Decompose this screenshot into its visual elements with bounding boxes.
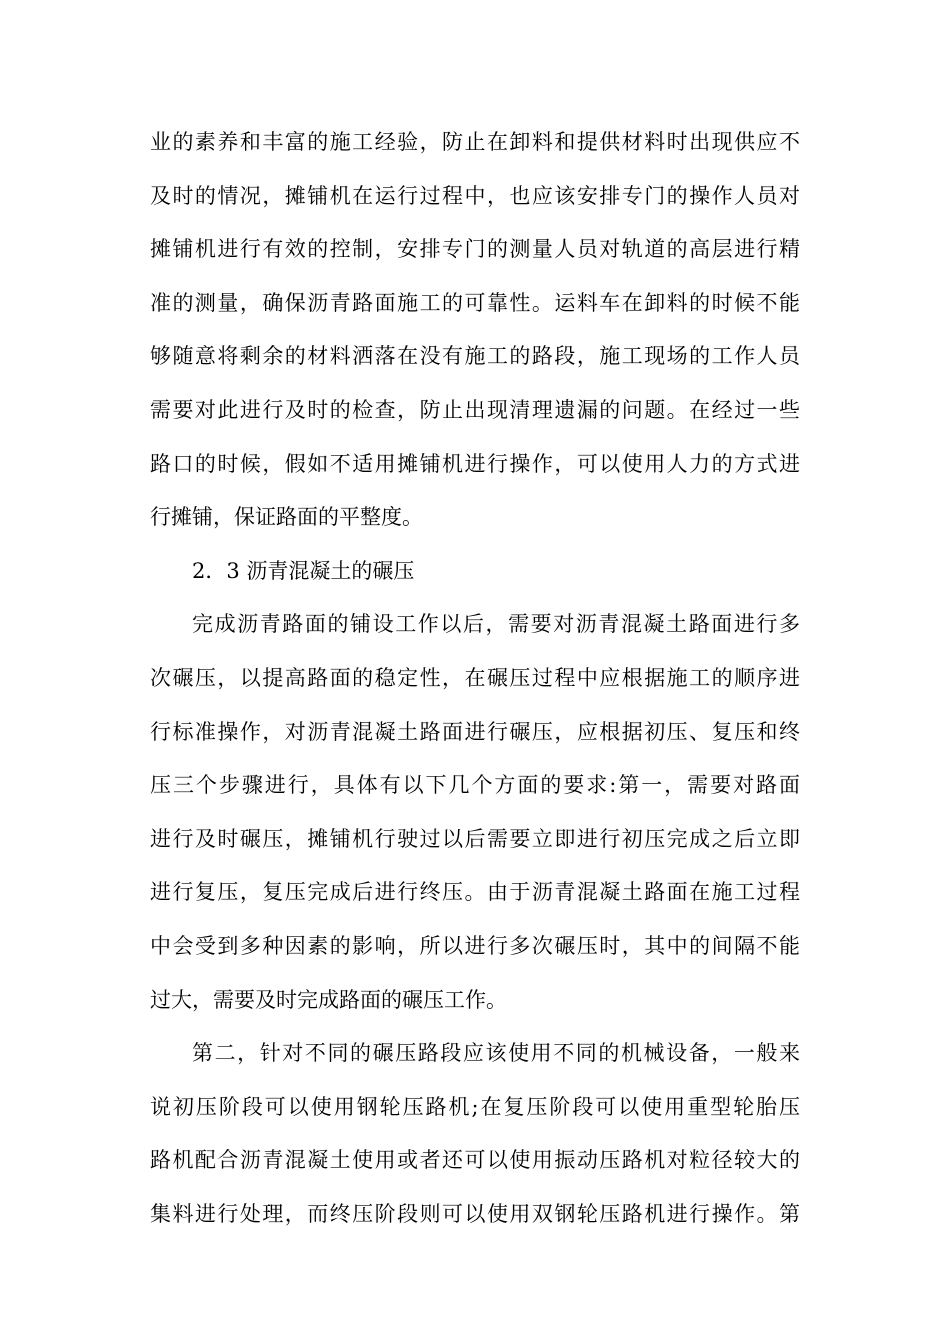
section-heading: 2．3 沥青混凝土的碾压 <box>192 558 415 583</box>
text-line: 中会受到多种因素的影响，所以进行多次碾压时，其中的间隔不能 <box>150 933 800 958</box>
text-line: 路口的时候，假如不适用摊铺机进行操作，可以使用人力的方式进 <box>150 451 800 476</box>
text-line: 压三个步骤进行，具体有以下几个方面的要求:第一，需要对路面 <box>150 773 800 798</box>
text-line: 路机配合沥青混凝土使用或者还可以使用振动压路机对粒径较大的 <box>150 1148 800 1173</box>
text-line: 需要对此进行及时的检查，防止出现清理遗漏的问题。在经过一些 <box>150 397 800 422</box>
text-line: 次碾压，以提高路面的稳定性，在碾压过程中应根据施工的顺序进 <box>150 665 800 690</box>
text-line: 过大，需要及时完成路面的碾压工作。 <box>150 987 507 1012</box>
text-line: 进行复压，复压完成后进行终压。由于沥青混凝土路面在施工过程 <box>150 880 800 905</box>
text-line: 行标准操作，对沥青混凝土路面进行碾压，应根据初压、复压和终 <box>150 719 800 744</box>
paragraph-1 <box>150 116 800 545</box>
text-line: 够随意将剩余的材料洒落在没有施工的路段，施工现场的工作人员 <box>150 344 800 369</box>
text-line: 准的测量，确保沥青路面施工的可靠性。运料车在卸料的时候不能 <box>150 290 800 315</box>
paragraph-3 <box>150 1027 800 1241</box>
text-line: 说初压阶段可以使用钢轮压路机;在复压阶段可以使用重型轮胎压 <box>150 1094 800 1119</box>
text-line: 第二，针对不同的碾压路段应该使用不同的机械设备，一般来 <box>192 1041 800 1066</box>
text-line: 摊铺机进行有效的控制，安排专门的测量人员对轨道的高层进行精 <box>150 237 800 262</box>
paragraph-2 <box>150 598 800 1027</box>
text-line: 完成沥青路面的铺设工作以后，需要对沥青混凝土路面进行多 <box>192 612 800 637</box>
text-line: 进行及时碾压，摊铺机行驶过以后需要立即进行初压完成之后立即 <box>150 826 800 851</box>
text-line: 行摊铺，保证路面的平整度。 <box>150 505 423 530</box>
text-line: 集料进行处理，而终压阶段则可以使用双钢轮压路机进行操作。第 <box>150 1201 800 1226</box>
text-line: 业的素养和丰富的施工经验，防止在卸料和提供材料时出现供应不 <box>150 130 800 154</box>
text-line: 及时的情况，摊铺机在运行过程中，也应该安排专门的操作人员对 <box>150 183 800 208</box>
body-text <box>150 116 800 1241</box>
